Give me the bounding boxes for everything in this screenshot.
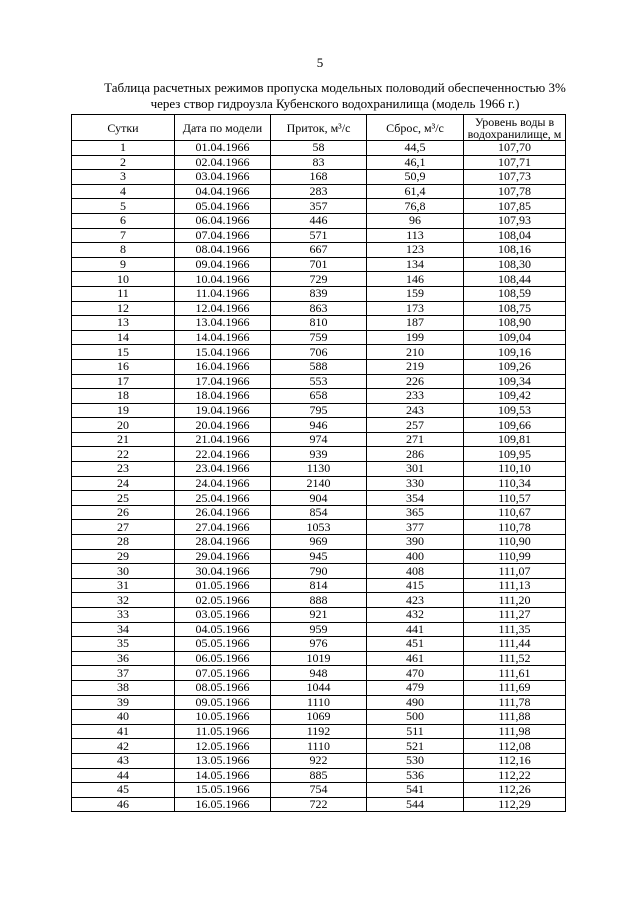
- column-header-inflow: Приток, м³/с: [271, 115, 367, 141]
- cell-model-date: 07.05.1966: [175, 666, 271, 681]
- cell-model-date: 25.04.1966: [175, 491, 271, 506]
- cell-day: 41: [72, 724, 175, 739]
- cell-model-date: 11.04.1966: [175, 286, 271, 301]
- table-row: [72, 753, 566, 768]
- cell-day: 35: [72, 637, 175, 652]
- cell-model-date: 10.05.1966: [175, 710, 271, 725]
- cell-discharge: 544: [367, 797, 464, 812]
- cell-day: 36: [72, 651, 175, 666]
- cell-discharge: 243: [367, 403, 464, 418]
- table-row: [72, 797, 566, 812]
- cell-water-level: 111,52: [464, 651, 566, 666]
- cell-model-date: 01.04.1966: [175, 141, 271, 156]
- table-row: [72, 549, 566, 564]
- cell-inflow: 810: [271, 316, 367, 331]
- cell-model-date: 05.04.1966: [175, 199, 271, 214]
- cell-discharge: 173: [367, 301, 464, 316]
- cell-model-date: 15.04.1966: [175, 345, 271, 360]
- cell-model-date: 20.04.1966: [175, 418, 271, 433]
- cell-model-date: 08.05.1966: [175, 680, 271, 695]
- table-title-line-2: через створ гидроузла Кубенского водохранилища (модель 1966 г.): [150, 96, 520, 111]
- cell-inflow: 790: [271, 564, 367, 579]
- cell-water-level: 108,04: [464, 228, 566, 243]
- cell-model-date: 01.05.1966: [175, 578, 271, 593]
- cell-model-date: 12.04.1966: [175, 301, 271, 316]
- table-row: [72, 535, 566, 550]
- cell-water-level: 108,90: [464, 316, 566, 331]
- table-row: [72, 374, 566, 389]
- cell-water-level: 109,66: [464, 418, 566, 433]
- cell-water-level: 111,20: [464, 593, 566, 608]
- cell-day: 18: [72, 389, 175, 404]
- cell-discharge: 541: [367, 783, 464, 798]
- cell-discharge: 536: [367, 768, 464, 783]
- cell-day: 46: [72, 797, 175, 812]
- cell-water-level: 109,53: [464, 403, 566, 418]
- cell-day: 2: [72, 155, 175, 170]
- cell-water-level: 110,57: [464, 491, 566, 506]
- cell-water-level: 108,30: [464, 257, 566, 272]
- cell-water-level: 109,95: [464, 447, 566, 462]
- cell-model-date: 16.04.1966: [175, 359, 271, 374]
- table-row: [72, 724, 566, 739]
- cell-inflow: 722: [271, 797, 367, 812]
- cell-water-level: 112,22: [464, 768, 566, 783]
- cell-day: 5: [72, 199, 175, 214]
- table-row: [72, 666, 566, 681]
- table-row: [72, 447, 566, 462]
- cell-discharge: 365: [367, 505, 464, 520]
- table-row: [72, 257, 566, 272]
- cell-discharge: 479: [367, 680, 464, 695]
- cell-discharge: 44,5: [367, 141, 464, 156]
- table-row: [72, 651, 566, 666]
- cell-inflow: 922: [271, 753, 367, 768]
- cell-discharge: 46,1: [367, 155, 464, 170]
- cell-day: 25: [72, 491, 175, 506]
- cell-day: 24: [72, 476, 175, 491]
- cell-discharge: 408: [367, 564, 464, 579]
- table-row: [72, 272, 566, 287]
- cell-water-level: 111,27: [464, 608, 566, 623]
- cell-day: 37: [72, 666, 175, 681]
- cell-model-date: 21.04.1966: [175, 432, 271, 447]
- table-row: [72, 170, 566, 185]
- cell-inflow: 1110: [271, 695, 367, 710]
- cell-day: 28: [72, 535, 175, 550]
- cell-inflow: 1192: [271, 724, 367, 739]
- cell-inflow: 959: [271, 622, 367, 637]
- cell-discharge: 50,9: [367, 170, 464, 185]
- cell-model-date: 03.05.1966: [175, 608, 271, 623]
- cell-discharge: 511: [367, 724, 464, 739]
- cell-water-level: 110,99: [464, 549, 566, 564]
- cell-inflow: 1069: [271, 710, 367, 725]
- cell-discharge: 134: [367, 257, 464, 272]
- cell-inflow: 945: [271, 549, 367, 564]
- column-header-model-date: Дата по модели: [175, 115, 271, 141]
- cell-discharge: 219: [367, 359, 464, 374]
- cell-discharge: 500: [367, 710, 464, 725]
- cell-day: 6: [72, 213, 175, 228]
- cell-day: 43: [72, 753, 175, 768]
- cell-discharge: 461: [367, 651, 464, 666]
- cell-model-date: 18.04.1966: [175, 389, 271, 404]
- cell-model-date: 04.04.1966: [175, 184, 271, 199]
- cell-discharge: 330: [367, 476, 464, 491]
- cell-discharge: 146: [367, 272, 464, 287]
- cell-water-level: 107,70: [464, 141, 566, 156]
- cell-discharge: 400: [367, 549, 464, 564]
- cell-day: 34: [72, 622, 175, 637]
- table-row: [72, 155, 566, 170]
- table-row: [72, 768, 566, 783]
- cell-discharge: 390: [367, 535, 464, 550]
- cell-model-date: 06.04.1966: [175, 213, 271, 228]
- cell-model-date: 04.05.1966: [175, 622, 271, 637]
- cell-model-date: 24.04.1966: [175, 476, 271, 491]
- table-row: [72, 695, 566, 710]
- table-row: [72, 199, 566, 214]
- cell-discharge: 76,8: [367, 199, 464, 214]
- cell-model-date: 30.04.1966: [175, 564, 271, 579]
- cell-water-level: 109,81: [464, 432, 566, 447]
- cell-inflow: 1053: [271, 520, 367, 535]
- table-row: [72, 141, 566, 156]
- table-title: [60, 80, 610, 112]
- table-row: [72, 462, 566, 477]
- table-row: [72, 783, 566, 798]
- table-title-line-1: Таблица расчетных режимов пропуска модельных половодий обеспеченностью 3%: [104, 80, 566, 95]
- cell-model-date: 10.04.1966: [175, 272, 271, 287]
- cell-discharge: 377: [367, 520, 464, 535]
- table-row: [72, 359, 566, 374]
- cell-discharge: 354: [367, 491, 464, 506]
- cell-water-level: 110,34: [464, 476, 566, 491]
- cell-model-date: 17.04.1966: [175, 374, 271, 389]
- table-row: [72, 564, 566, 579]
- cell-inflow: 446: [271, 213, 367, 228]
- table-row: [72, 184, 566, 199]
- table-row: [72, 432, 566, 447]
- cell-day: 23: [72, 462, 175, 477]
- cell-water-level: 111,13: [464, 578, 566, 593]
- table-row: [72, 316, 566, 331]
- cell-model-date: 22.04.1966: [175, 447, 271, 462]
- cell-water-level: 111,69: [464, 680, 566, 695]
- cell-day: 8: [72, 243, 175, 258]
- cell-water-level: 108,75: [464, 301, 566, 316]
- cell-day: 21: [72, 432, 175, 447]
- cell-discharge: 113: [367, 228, 464, 243]
- cell-model-date: 16.05.1966: [175, 797, 271, 812]
- table-row: [72, 505, 566, 520]
- cell-water-level: 109,26: [464, 359, 566, 374]
- cell-model-date: 14.04.1966: [175, 330, 271, 345]
- cell-model-date: 13.05.1966: [175, 753, 271, 768]
- cell-water-level: 111,98: [464, 724, 566, 739]
- table-row: [72, 213, 566, 228]
- cell-model-date: 19.04.1966: [175, 403, 271, 418]
- cell-inflow: 83: [271, 155, 367, 170]
- cell-inflow: 974: [271, 432, 367, 447]
- cell-inflow: 759: [271, 330, 367, 345]
- cell-model-date: 14.05.1966: [175, 768, 271, 783]
- cell-water-level: 109,16: [464, 345, 566, 360]
- cell-model-date: 29.04.1966: [175, 549, 271, 564]
- cell-day: 10: [72, 272, 175, 287]
- cell-model-date: 03.04.1966: [175, 170, 271, 185]
- cell-day: 16: [72, 359, 175, 374]
- cell-discharge: 423: [367, 593, 464, 608]
- cell-inflow: 667: [271, 243, 367, 258]
- cell-discharge: 470: [367, 666, 464, 681]
- cell-discharge: 415: [367, 578, 464, 593]
- cell-water-level: 107,85: [464, 199, 566, 214]
- cell-inflow: 588: [271, 359, 367, 374]
- cell-day: 4: [72, 184, 175, 199]
- cell-water-level: 108,59: [464, 286, 566, 301]
- cell-model-date: 11.05.1966: [175, 724, 271, 739]
- cell-day: 27: [72, 520, 175, 535]
- table-row: [72, 228, 566, 243]
- cell-discharge: 490: [367, 695, 464, 710]
- cell-model-date: 15.05.1966: [175, 783, 271, 798]
- cell-water-level: 107,73: [464, 170, 566, 185]
- cell-day: 38: [72, 680, 175, 695]
- cell-water-level: 111,35: [464, 622, 566, 637]
- column-header-discharge: Сброс, м³/с: [367, 115, 464, 141]
- cell-discharge: 96: [367, 213, 464, 228]
- cell-day: 14: [72, 330, 175, 345]
- cell-day: 29: [72, 549, 175, 564]
- cell-water-level: 112,26: [464, 783, 566, 798]
- table-row: [72, 418, 566, 433]
- cell-day: 13: [72, 316, 175, 331]
- cell-day: 44: [72, 768, 175, 783]
- cell-water-level: 111,78: [464, 695, 566, 710]
- cell-discharge: 271: [367, 432, 464, 447]
- cell-inflow: 658: [271, 389, 367, 404]
- cell-inflow: 863: [271, 301, 367, 316]
- cell-day: 9: [72, 257, 175, 272]
- table-row: [72, 345, 566, 360]
- cell-discharge: 226: [367, 374, 464, 389]
- table-row: [72, 286, 566, 301]
- cell-discharge: 159: [367, 286, 464, 301]
- cell-inflow: 1044: [271, 680, 367, 695]
- cell-water-level: 108,16: [464, 243, 566, 258]
- cell-inflow: 854: [271, 505, 367, 520]
- column-header-day: Сутки: [72, 115, 175, 141]
- cell-model-date: 08.04.1966: [175, 243, 271, 258]
- cell-day: 30: [72, 564, 175, 579]
- cell-model-date: 09.05.1966: [175, 695, 271, 710]
- cell-inflow: 1110: [271, 739, 367, 754]
- cell-water-level: 111,61: [464, 666, 566, 681]
- cell-water-level: 107,93: [464, 213, 566, 228]
- cell-discharge: 286: [367, 447, 464, 462]
- cell-water-level: 110,90: [464, 535, 566, 550]
- table-row: [72, 301, 566, 316]
- cell-day: 39: [72, 695, 175, 710]
- table-body: [72, 141, 566, 812]
- cell-day: 45: [72, 783, 175, 798]
- cell-model-date: 26.04.1966: [175, 505, 271, 520]
- cell-model-date: 05.05.1966: [175, 637, 271, 652]
- cell-inflow: 1019: [271, 651, 367, 666]
- cell-day: 31: [72, 578, 175, 593]
- cell-inflow: 976: [271, 637, 367, 652]
- cell-inflow: 1130: [271, 462, 367, 477]
- table-row: [72, 403, 566, 418]
- cell-day: 12: [72, 301, 175, 316]
- table-row: [72, 608, 566, 623]
- cell-water-level: 110,10: [464, 462, 566, 477]
- cell-model-date: 12.05.1966: [175, 739, 271, 754]
- table-row: [72, 622, 566, 637]
- cell-inflow: 571: [271, 228, 367, 243]
- cell-water-level: 112,16: [464, 753, 566, 768]
- cell-inflow: 885: [271, 768, 367, 783]
- cell-discharge: 451: [367, 637, 464, 652]
- cell-inflow: 168: [271, 170, 367, 185]
- table-row: [72, 680, 566, 695]
- cell-day: 42: [72, 739, 175, 754]
- flood-regime-table: [71, 114, 566, 812]
- cell-inflow: 939: [271, 447, 367, 462]
- cell-water-level: 111,88: [464, 710, 566, 725]
- cell-inflow: 888: [271, 593, 367, 608]
- column-header-water-level: Уровень воды в водохранилище, м: [464, 115, 566, 141]
- cell-discharge: 257: [367, 418, 464, 433]
- cell-discharge: 61,4: [367, 184, 464, 199]
- cell-inflow: 58: [271, 141, 367, 156]
- cell-water-level: 111,44: [464, 637, 566, 652]
- cell-inflow: 921: [271, 608, 367, 623]
- cell-inflow: 795: [271, 403, 367, 418]
- table-row: [72, 637, 566, 652]
- cell-discharge: 210: [367, 345, 464, 360]
- cell-water-level: 110,67: [464, 505, 566, 520]
- cell-water-level: 112,08: [464, 739, 566, 754]
- cell-discharge: 187: [367, 316, 464, 331]
- cell-day: 22: [72, 447, 175, 462]
- cell-model-date: 09.04.1966: [175, 257, 271, 272]
- cell-inflow: 706: [271, 345, 367, 360]
- cell-model-date: 13.04.1966: [175, 316, 271, 331]
- cell-model-date: 23.04.1966: [175, 462, 271, 477]
- cell-day: 3: [72, 170, 175, 185]
- cell-day: 1: [72, 141, 175, 156]
- cell-inflow: 754: [271, 783, 367, 798]
- table-row: [72, 389, 566, 404]
- cell-model-date: 07.04.1966: [175, 228, 271, 243]
- cell-inflow: 2140: [271, 476, 367, 491]
- cell-discharge: 521: [367, 739, 464, 754]
- table-row: [72, 593, 566, 608]
- cell-day: 11: [72, 286, 175, 301]
- cell-inflow: 839: [271, 286, 367, 301]
- cell-day: 7: [72, 228, 175, 243]
- cell-day: 33: [72, 608, 175, 623]
- cell-discharge: 123: [367, 243, 464, 258]
- cell-inflow: 283: [271, 184, 367, 199]
- cell-inflow: 946: [271, 418, 367, 433]
- cell-inflow: 814: [271, 578, 367, 593]
- cell-inflow: 357: [271, 199, 367, 214]
- cell-water-level: 107,71: [464, 155, 566, 170]
- table-row: [72, 710, 566, 725]
- cell-water-level: 109,04: [464, 330, 566, 345]
- cell-inflow: 948: [271, 666, 367, 681]
- cell-discharge: 530: [367, 753, 464, 768]
- table-row: [72, 330, 566, 345]
- table-row: [72, 243, 566, 258]
- cell-inflow: 553: [271, 374, 367, 389]
- cell-model-date: 28.04.1966: [175, 535, 271, 550]
- cell-water-level: 110,78: [464, 520, 566, 535]
- cell-inflow: 701: [271, 257, 367, 272]
- cell-day: 19: [72, 403, 175, 418]
- table-header-row: [72, 115, 566, 141]
- cell-inflow: 729: [271, 272, 367, 287]
- cell-water-level: 109,34: [464, 374, 566, 389]
- cell-model-date: 06.05.1966: [175, 651, 271, 666]
- table-row: [72, 491, 566, 506]
- cell-day: 15: [72, 345, 175, 360]
- cell-day: 26: [72, 505, 175, 520]
- cell-water-level: 109,42: [464, 389, 566, 404]
- cell-inflow: 969: [271, 535, 367, 550]
- cell-discharge: 199: [367, 330, 464, 345]
- cell-water-level: 107,78: [464, 184, 566, 199]
- cell-water-level: 108,44: [464, 272, 566, 287]
- cell-discharge: 432: [367, 608, 464, 623]
- table-row: [72, 578, 566, 593]
- page-number: 5: [316, 55, 324, 70]
- cell-model-date: 02.04.1966: [175, 155, 271, 170]
- cell-model-date: 27.04.1966: [175, 520, 271, 535]
- cell-discharge: 233: [367, 389, 464, 404]
- cell-inflow: 904: [271, 491, 367, 506]
- cell-model-date: 02.05.1966: [175, 593, 271, 608]
- cell-discharge: 301: [367, 462, 464, 477]
- cell-day: 32: [72, 593, 175, 608]
- cell-water-level: 112,29: [464, 797, 566, 812]
- cell-day: 20: [72, 418, 175, 433]
- cell-discharge: 441: [367, 622, 464, 637]
- table-row: [72, 520, 566, 535]
- table-row: [72, 476, 566, 491]
- cell-day: 40: [72, 710, 175, 725]
- table-row: [72, 739, 566, 754]
- cell-day: 17: [72, 374, 175, 389]
- cell-water-level: 111,07: [464, 564, 566, 579]
